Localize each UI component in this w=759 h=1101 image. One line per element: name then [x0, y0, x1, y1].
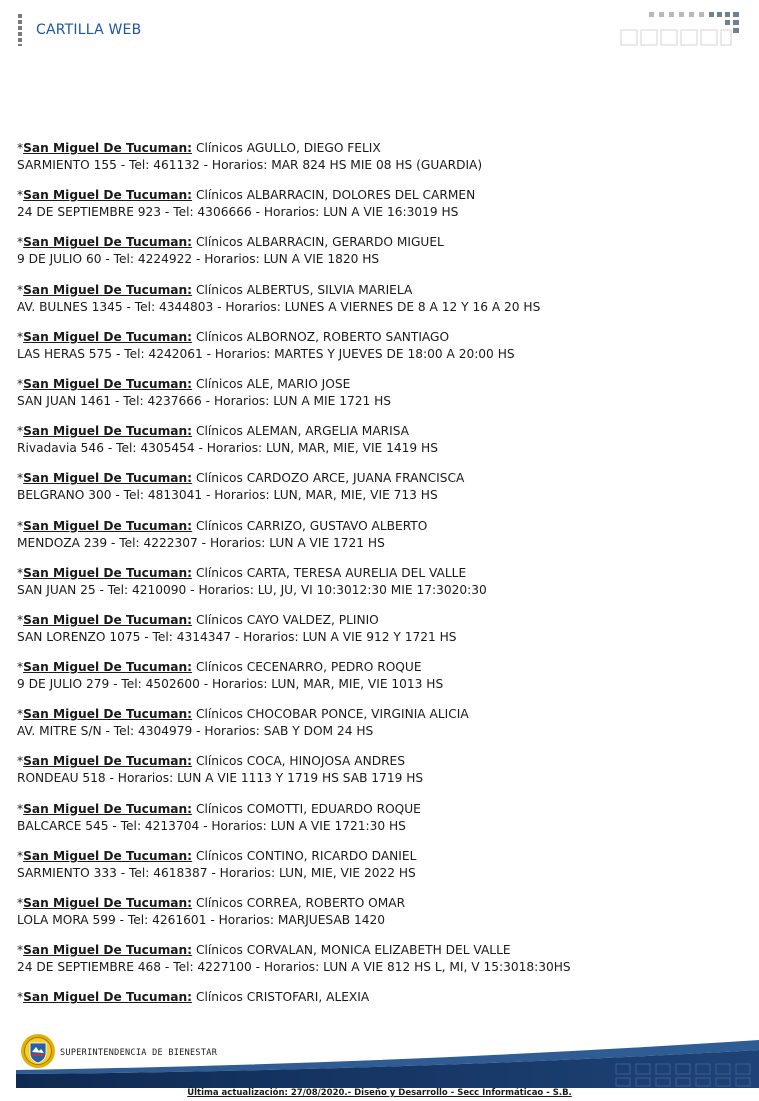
provider-city: San Miguel De Tucuman:: [23, 141, 193, 155]
provider-name: CORVALAN, MONICA ELIZABETH DEL VALLE: [246, 943, 511, 958]
provider-entry: [17, 423, 747, 470]
bullet-asterisk: *: [17, 188, 24, 203]
provider-entry: [17, 895, 747, 942]
provider-specialty: Clínicos: [195, 424, 243, 439]
bullet-asterisk: *: [17, 424, 24, 439]
provider-name: CARRIZO, GUSTAVO ALBERTO: [246, 518, 428, 533]
provider-specialty: Clínicos: [195, 660, 243, 675]
provider-name: ALBORNOZ, ROBERTO SANTIAGO: [246, 329, 450, 344]
provider-specialty: Clínicos: [195, 896, 243, 910]
footer-update-note: Última actualización: 27/08/2020.- Diseño y Desarrollo - Secc Informáticao - S.B.: [187, 1088, 572, 1098]
provider-city: San Miguel De Tucuman:: [23, 754, 193, 769]
provider-entry: [17, 659, 747, 706]
provider-heading: [17, 801, 747, 818]
provider-city: San Miguel De Tucuman:: [23, 896, 193, 910]
provider-heading: [17, 376, 747, 393]
provider-entry: [17, 848, 747, 895]
provider-city: San Miguel De Tucuman:: [23, 329, 193, 344]
provider-list: [17, 140, 747, 1037]
provider-specialty: Clínicos: [195, 801, 243, 816]
provider-city: San Miguel De Tucuman:: [23, 518, 193, 533]
provider-entry: [17, 565, 747, 612]
provider-heading: [17, 706, 747, 723]
provider-city: San Miguel De Tucuman:: [23, 235, 193, 250]
provider-details: 9 DE JULIO 60 - Tel: 4224922 - Horarios: LUN A VIE 1820 HS: [17, 252, 380, 267]
provider-city: San Miguel De Tucuman:: [23, 565, 193, 580]
provider-name: ALBARRACIN, GERARDO MIGUEL: [246, 235, 444, 250]
provider-specialty: Clínicos: [195, 707, 243, 722]
provider-entry: [17, 753, 747, 800]
provider-heading: [17, 187, 747, 204]
provider-entry: [17, 706, 747, 753]
provider-entry: [17, 470, 747, 517]
provider-name: COMOTTI, EDUARDO ROQUE: [246, 801, 421, 816]
provider-specialty: Clínicos: [195, 612, 243, 627]
bullet-asterisk: *: [17, 376, 24, 391]
provider-entry: [17, 518, 747, 565]
provider-city: San Miguel De Tucuman:: [23, 801, 193, 816]
provider-details: RONDEAU 518 - Horarios: LUN A VIE 1113 Y 1719 HS SAB 1719 HS: [17, 771, 424, 786]
provider-specialty: Clínicos: [195, 990, 243, 1005]
provider-name: CHOCOBAR PONCE, VIRGINIA ALICIA: [246, 707, 469, 722]
provider-entry: [17, 187, 747, 234]
provider-heading: [17, 282, 747, 299]
provider-city: San Miguel De Tucuman:: [23, 707, 193, 722]
provider-specialty: Clínicos: [195, 141, 243, 155]
provider-specialty: Clínicos: [195, 565, 243, 580]
bullet-asterisk: *: [17, 754, 24, 769]
bullet-asterisk: *: [17, 282, 24, 297]
provider-heading: [17, 234, 747, 251]
provider-heading: [17, 659, 747, 676]
provider-name: CARDOZO ARCE, JUANA FRANCISCA: [246, 471, 465, 486]
provider-specialty: Clínicos: [195, 848, 243, 863]
provider-details: LOLA MORA 599 - Tel: 4261601 - Horarios: MARJUESAB 1420: [17, 913, 385, 927]
provider-specialty: Clínicos: [195, 329, 243, 344]
provider-specialty: Clínicos: [195, 376, 243, 391]
provider-heading: [17, 329, 747, 346]
provider-heading: [17, 848, 747, 865]
provider-heading: [17, 753, 747, 770]
bullet-asterisk: *: [17, 848, 24, 863]
provider-details: 24 DE SEPTIEMBRE 468 - Tel: 4227100 - Horarios: LUN A VIE 812 HS L, MI, V 15:3018:30HS: [17, 960, 571, 975]
provider-details: BELGRANO 300 - Tel: 4813041 - Horarios: LUN, MAR, MIE, VIE 713 HS: [17, 488, 438, 503]
provider-details: SARMIENTO 333 - Tel: 4618387 - Horarios: LUN, MIE, VIE 2022 HS: [17, 865, 416, 880]
bullet-asterisk: *: [17, 471, 24, 486]
provider-entry: [17, 376, 747, 423]
provider-name: ALEMAN, ARGELIA MARISA: [246, 424, 410, 439]
header-accent-bar: [18, 14, 22, 46]
grid-pattern-decoration: [619, 10, 743, 48]
provider-details: 24 DE SEPTIEMBRE 923 - Tel: 4306666 - Horarios: LUN A VIE 16:3019 HS: [17, 205, 459, 220]
provider-entry: [17, 282, 747, 329]
bullet-asterisk: *: [17, 565, 24, 580]
provider-details: BALCARCE 545 - Tel: 4213704 - Horarios: LUN A VIE 1721:30 HS: [17, 818, 406, 833]
provider-entry: [17, 942, 747, 989]
provider-city: San Miguel De Tucuman:: [23, 660, 193, 675]
provider-specialty: Clínicos: [195, 754, 243, 769]
provider-heading: [17, 518, 747, 535]
provider-entry: [17, 612, 747, 659]
provider-city: San Miguel De Tucuman:: [23, 612, 193, 627]
provider-heading: [17, 140, 747, 157]
provider-details: LAS HERAS 575 - Tel: 4242061 - Horarios: MARTES Y JUEVES DE 18:00 A 20:00 HS: [17, 346, 515, 361]
provider-specialty: Clínicos: [195, 471, 243, 486]
provider-name: COCA, HINOJOSA ANDRES: [246, 754, 405, 769]
provider-entry: [17, 801, 747, 848]
provider-details: SAN LORENZO 1075 - Tel: 4314347 - Horarios: LUN A VIE 912 Y 1721 HS: [17, 629, 457, 644]
provider-name: AGULLO, DIEGO FELIX: [246, 141, 381, 155]
provider-heading: [17, 612, 747, 629]
bullet-asterisk: *: [17, 235, 24, 250]
provider-name: CAYO VALDEZ, PLINIO: [246, 612, 379, 627]
provider-entry: [17, 329, 747, 376]
provider-heading: [17, 942, 747, 959]
provider-entry: [17, 140, 747, 187]
bullet-asterisk: *: [17, 660, 24, 675]
provider-city: San Miguel De Tucuman:: [23, 848, 193, 863]
bullet-asterisk: *: [17, 990, 24, 1005]
provider-details: SARMIENTO 155 - Tel: 461132 - Horarios: MAR 824 HS MIE 08 HS (GUARDIA): [17, 158, 483, 172]
provider-name: CARTA, TERESA AURELIA DEL VALLE: [246, 565, 467, 580]
provider-details: 9 DE JULIO 279 - Tel: 4502600 - Horarios: LUN, MAR, MIE, VIE 1013 HS: [17, 677, 444, 692]
bullet-asterisk: *: [17, 943, 24, 958]
bullet-asterisk: *: [17, 612, 24, 627]
provider-details: AV. MITRE S/N - Tel: 4304979 - Horarios: SAB Y DOM 24 HS: [17, 724, 374, 739]
provider-name: CORREA, ROBERTO OMAR: [246, 896, 406, 910]
provider-city: San Miguel De Tucuman:: [23, 943, 193, 958]
bullet-asterisk: *: [17, 518, 24, 533]
provider-city: San Miguel De Tucuman:: [23, 990, 193, 1005]
provider-name: ALBERTUS, SILVIA MARIELA: [246, 282, 413, 297]
provider-details: MENDOZA 239 - Tel: 4222307 - Horarios: LUN A VIE 1721 HS: [17, 535, 385, 550]
provider-name: ALE, MARIO JOSE: [246, 376, 351, 391]
provider-name: CRISTOFARI, ALEXIA: [246, 990, 370, 1005]
provider-details: Rivadavia 546 - Tel: 4305454 - Horarios: LUN, MAR, MIE, VIE 1419 HS: [17, 441, 438, 456]
provider-specialty: Clínicos: [195, 518, 243, 533]
bullet-asterisk: *: [17, 141, 24, 155]
bullet-asterisk: *: [17, 801, 24, 816]
organization-name: SUPERINTENDENCIA DE BIENESTAR: [60, 1048, 218, 1058]
provider-heading: [17, 895, 747, 912]
provider-details: AV. BULNES 1345 - Tel: 4344803 - Horarios: LUNES A VIERNES DE 8 A 12 Y 16 A 20 HS: [17, 299, 541, 314]
bullet-asterisk: *: [17, 707, 24, 722]
provider-heading: [17, 989, 747, 1006]
provider-details: SAN JUAN 25 - Tel: 4210090 - Horarios: LU, JU, VI 10:3012:30 MIE 17:3020:30: [17, 582, 487, 597]
footer-banner: [16, 1028, 759, 1088]
provider-heading: [17, 423, 747, 440]
provider-city: San Miguel De Tucuman:: [23, 471, 193, 486]
bullet-asterisk: *: [17, 896, 24, 910]
provider-heading: [17, 565, 747, 582]
provider-specialty: Clínicos: [195, 943, 243, 958]
provider-city: San Miguel De Tucuman:: [23, 188, 193, 203]
provider-name: ALBARRACIN, DOLORES DEL CARMEN: [246, 188, 476, 203]
provider-city: San Miguel De Tucuman:: [23, 282, 193, 297]
page-title: CARTILLA WEB: [36, 22, 142, 38]
provider-name: CECENARRO, PEDRO ROQUE: [246, 660, 422, 675]
bullet-asterisk: *: [17, 329, 24, 344]
provider-entry: [17, 234, 747, 281]
superintendencia-seal-icon: [20, 1033, 56, 1069]
provider-specialty: Clínicos: [195, 235, 243, 250]
provider-specialty: Clínicos: [195, 188, 243, 203]
provider-details: SAN JUAN 1461 - Tel: 4237666 - Horarios: LUN A MIE 1721 HS: [17, 393, 392, 408]
provider-name: CONTINO, RICARDO DANIEL: [246, 848, 417, 863]
provider-heading: [17, 470, 747, 487]
provider-city: San Miguel De Tucuman:: [23, 424, 193, 439]
provider-city: San Miguel De Tucuman:: [23, 376, 193, 391]
provider-specialty: Clínicos: [195, 282, 243, 297]
